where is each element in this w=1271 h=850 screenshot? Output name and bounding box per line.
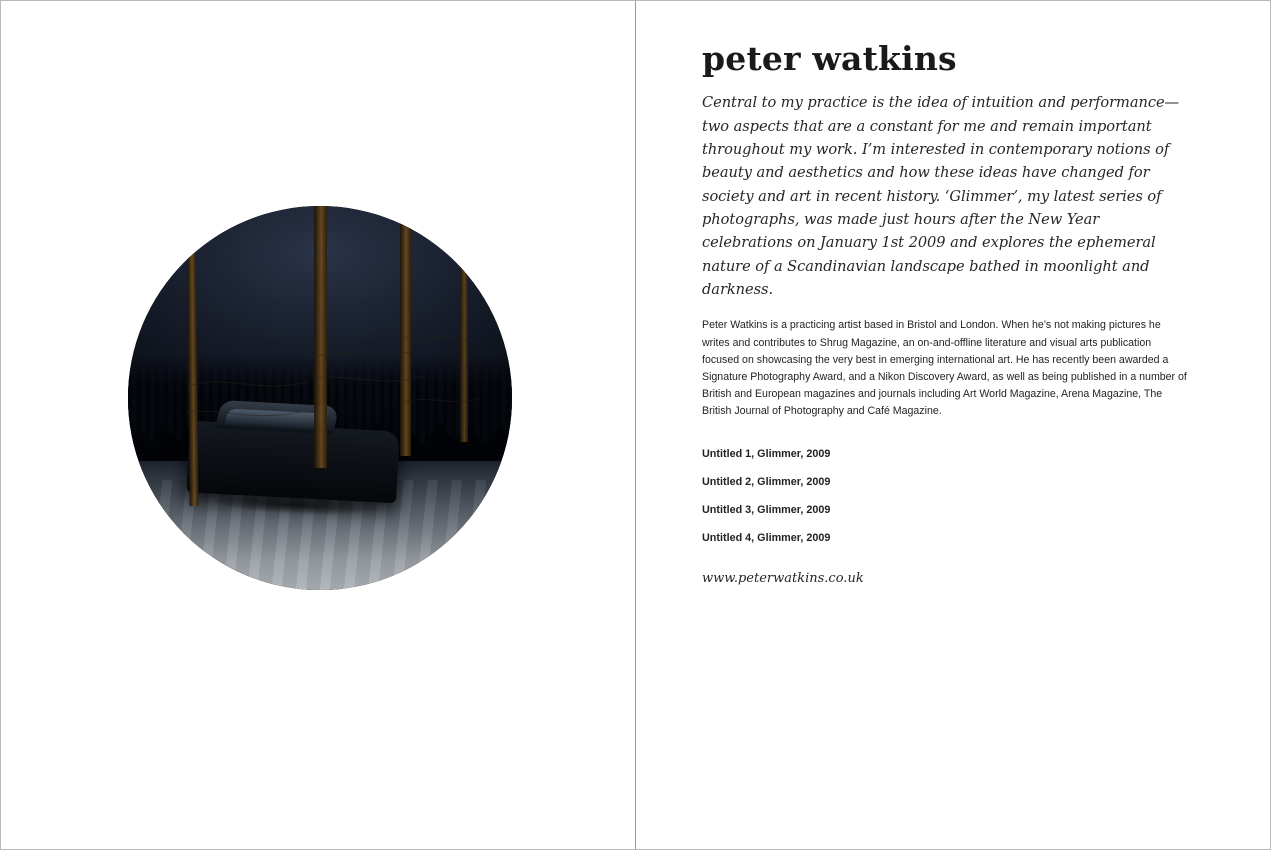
branches-icon: [168, 316, 488, 486]
list-item: Untitled 2, Glimmer, 2009: [702, 476, 831, 489]
page-title: peter watkins: [702, 39, 957, 78]
photograph-image: [128, 206, 512, 590]
list-item: Untitled 4, Glimmer, 2009: [702, 532, 831, 545]
list-item: Untitled 3, Glimmer, 2009: [702, 504, 831, 517]
circular-night-forest-photograph: [128, 206, 512, 590]
right-page: [636, 0, 1271, 850]
artist-biography: Peter Watkins is a practicing artist based in Bristol and London. When he’s not making pictures he writes and contributes to Shrug Magazine, an on-and-offline literature and visual arts publication focused on showcasing the very best in emerging international art. He has recently been awarded a Signature Photography Award, and a Nikon Discovery Award, as well as being published in a number of British and European magazines and journals including Art World Magazine, Arena Magazine, The British Journal of Photography and Café Magazine.: [702, 319, 1187, 418]
list-item: Untitled 1, Glimmer, 2009: [702, 448, 831, 461]
article-text-column: [702, 41, 1189, 586]
artist-statement: Central to my practice is the idea of intuition and performance—two aspects that are a constant for me and remain important throughout my work. I’m interested in contemporary notions of beauty and aesthetics and how these ideas have changed for society and art in recent history. ‘Glimmer’, my latest series of photographs, was made just hours after the New Year celebrations on January 1st 2009 and explores the ephemeral nature of a Scandinavian landscape bathed in moonlight and darkness.: [702, 94, 1180, 299]
artist-website-link[interactable]: www.peterwatkins.co.uk: [702, 571, 864, 587]
plate-captions-list: [702, 448, 1189, 545]
